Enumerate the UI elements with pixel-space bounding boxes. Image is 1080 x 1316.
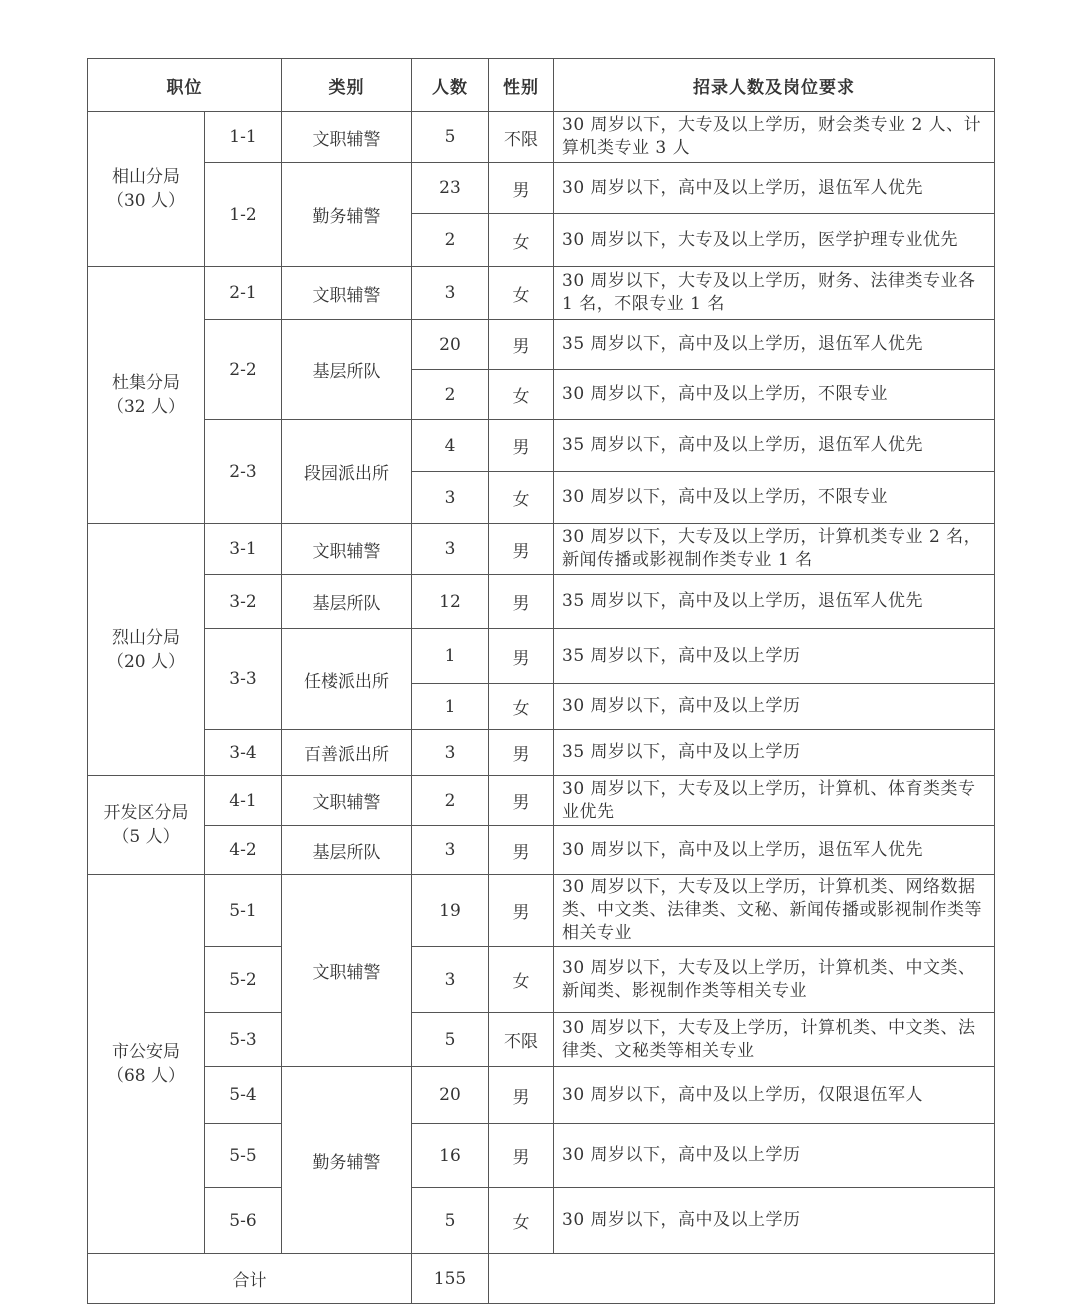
- gender-cell: 男: [489, 163, 554, 214]
- table-row: [88, 267, 995, 320]
- position-code: 5-5: [205, 1124, 282, 1188]
- gender-cell: 女: [489, 214, 554, 267]
- gender-cell: 不限: [489, 112, 554, 163]
- requirements-cell: 30 周岁以下，高中及以上学历: [554, 1124, 995, 1188]
- requirements-cell: 35 周岁以下，高中及以上学历，退伍军人优先: [554, 320, 995, 370]
- table-row: [88, 875, 995, 947]
- category-cell: 百善派出所: [282, 730, 412, 776]
- category-cell: 基层所队: [282, 320, 412, 420]
- table-row: [88, 575, 995, 629]
- unit-count: （32 人）: [106, 397, 186, 417]
- unit-name: 杜集分局: [112, 373, 180, 393]
- requirements-cell: 30 周岁以下，高中及以上学历，不限专业: [554, 370, 995, 420]
- requirements-cell: 30 周岁以下，大专及以上学历，计算机类、中文类、新闻类、影视制作类等相关专业: [554, 947, 995, 1013]
- table-row: [88, 1067, 995, 1124]
- gender-cell: 男: [489, 320, 554, 370]
- position-code: 2-1: [205, 267, 282, 320]
- position-code: 3-3: [205, 629, 282, 730]
- count-cell: 3: [412, 947, 489, 1013]
- unit-name: 相山分局: [112, 167, 180, 187]
- table-row: [88, 1124, 995, 1188]
- category-cell: 文职辅警: [282, 776, 412, 826]
- position-code: 5-6: [205, 1188, 282, 1254]
- requirements-cell: 30 周岁以下，高中及以上学历，仅限退伍军人: [554, 1067, 995, 1124]
- header-gender: 性别: [489, 59, 554, 112]
- table-row: [88, 320, 995, 370]
- position-code: 4-1: [205, 776, 282, 826]
- position-code: 1-1: [205, 112, 282, 163]
- total-label: 合计: [88, 1254, 412, 1304]
- count-cell: 3: [412, 524, 489, 575]
- table-row: [88, 730, 995, 776]
- count-cell: 1: [412, 629, 489, 684]
- requirements-cell: 30 周岁以下，高中及以上学历，不限专业: [554, 472, 995, 524]
- gender-cell: 女: [489, 947, 554, 1013]
- requirements-cell: 35 周岁以下，高中及以上学历，退伍军人优先: [554, 575, 995, 629]
- requirements-cell: 35 周岁以下，高中及以上学历，退伍军人优先: [554, 420, 995, 472]
- requirements-cell: 30 周岁以下，高中及以上学历，退伍军人优先: [554, 826, 995, 875]
- gender-cell: 男: [489, 826, 554, 875]
- position-code: 3-2: [205, 575, 282, 629]
- table-row: [88, 826, 995, 875]
- gender-cell: 男: [489, 575, 554, 629]
- table-row: [88, 629, 995, 684]
- total-value: 155: [412, 1254, 489, 1304]
- position-code: 2-3: [205, 420, 282, 524]
- gender-cell: 男: [489, 629, 554, 684]
- header-row: [88, 59, 995, 112]
- gender-cell: 女: [489, 370, 554, 420]
- requirements-cell: 30 周岁以下，大专及以上学历，计算机类专业 2 名，新闻传播或影视制作类专业 1 名: [554, 524, 995, 575]
- count-cell: 3: [412, 472, 489, 524]
- table-row: [88, 524, 995, 575]
- count-cell: 20: [412, 1067, 489, 1124]
- requirements-cell: 35 周岁以下，高中及以上学历: [554, 730, 995, 776]
- unit-name: 烈山分局: [112, 627, 180, 648]
- position-code: 3-1: [205, 524, 282, 575]
- gender-cell: 女: [489, 1188, 554, 1254]
- count-cell: 3: [412, 730, 489, 776]
- total-empty-cell: [489, 1254, 995, 1304]
- unit-cell: [88, 776, 205, 875]
- table-row: [88, 776, 995, 826]
- requirements-cell: 30 周岁以下，大专及以上学历，医学护理专业优先: [554, 214, 995, 267]
- unit-cell: [88, 267, 205, 524]
- gender-cell: 女: [489, 472, 554, 524]
- total-row: [88, 1254, 995, 1304]
- position-code: 5-1: [205, 875, 282, 947]
- requirements-cell: 30 周岁以下，高中及以上学历: [554, 684, 995, 730]
- header-requirements: 招录人数及岗位要求: [554, 59, 995, 112]
- requirements-cell: 30 周岁以下，大专及以上学历，计算机类、网络数据类、中文类、法律类、文秘、新闻传播或影视制作类等相关专业: [554, 875, 995, 947]
- header-category: 类别: [282, 59, 412, 112]
- position-code: 4-2: [205, 826, 282, 875]
- category-cell: 文职辅警: [282, 112, 412, 163]
- count-cell: 12: [412, 575, 489, 629]
- requirements-cell: 30 周岁以下，大专及以上学历，财会类专业 2 人、计算机类专业 3 人: [554, 112, 995, 163]
- table-row: [88, 947, 995, 1013]
- gender-cell: 男: [489, 730, 554, 776]
- gender-cell: 男: [489, 1124, 554, 1188]
- count-cell: 2: [412, 776, 489, 826]
- count-cell: 19: [412, 875, 489, 947]
- category-cell: 文职辅警: [282, 875, 412, 1067]
- unit-name: 开发区分局: [103, 803, 189, 823]
- category-cell: 基层所队: [282, 826, 412, 875]
- count-cell: 23: [412, 163, 489, 214]
- count-cell: 2: [412, 370, 489, 420]
- category-cell: 任楼派出所: [282, 629, 412, 730]
- position-code: 5-4: [205, 1067, 282, 1124]
- count-cell: 5: [412, 1013, 489, 1067]
- requirements-cell: 30 周岁以下，大专及上学历，计算机类、中文类、法律类、文秘类等相关专业: [554, 1013, 995, 1067]
- category-cell: 勤务辅警: [282, 163, 412, 267]
- position-code: 5-2: [205, 947, 282, 1013]
- count-cell: 20: [412, 320, 489, 370]
- gender-cell: 女: [489, 684, 554, 730]
- category-cell: 勤务辅警: [282, 1067, 412, 1254]
- count-cell: 3: [412, 826, 489, 875]
- requirements-cell: 30 周岁以下，大专及以上学历，计算机、体育类类专业优先: [554, 776, 995, 826]
- unit-cell: [88, 875, 205, 1254]
- position-code: 3-4: [205, 730, 282, 776]
- table-row: [88, 420, 995, 472]
- gender-cell: 不限: [489, 1013, 554, 1067]
- gender-cell: 男: [489, 1067, 554, 1124]
- position-code: 5-3: [205, 1013, 282, 1067]
- gender-cell: 男: [489, 776, 554, 826]
- count-cell: 3: [412, 267, 489, 320]
- category-cell: 段园派出所: [282, 420, 412, 524]
- gender-cell: 男: [489, 420, 554, 472]
- table-row: [88, 163, 995, 214]
- requirements-cell: 30 周岁以下，高中及以上学历，退伍军人优先: [554, 163, 995, 214]
- gender-cell: 男: [489, 524, 554, 575]
- recruitment-table: [87, 58, 995, 1304]
- unit-cell: [88, 524, 205, 776]
- header-position: 职位: [88, 59, 282, 112]
- count-cell: 2: [412, 214, 489, 267]
- table-row: [88, 1188, 995, 1254]
- count-cell: 1: [412, 684, 489, 730]
- requirements-cell: 30 周岁以下，大专及以上学历，财务、法律类专业各 1 名，不限专业 1 名: [554, 267, 995, 320]
- unit-count: （68 人）: [106, 1066, 186, 1086]
- count-cell: 4: [412, 420, 489, 472]
- unit-name: 市公安局: [112, 1042, 180, 1062]
- count-cell: 5: [412, 1188, 489, 1254]
- header-count: 人数: [412, 59, 489, 112]
- requirements-cell: 30 周岁以下，高中及以上学历: [554, 1188, 995, 1254]
- category-cell: 文职辅警: [282, 524, 412, 575]
- unit-count: （20 人）: [106, 651, 186, 672]
- gender-cell: 男: [489, 875, 554, 947]
- position-code: 1-2: [205, 163, 282, 267]
- table-row: [88, 1013, 995, 1067]
- unit-count: （5 人）: [112, 827, 180, 847]
- unit-cell: [88, 112, 205, 267]
- category-cell: 文职辅警: [282, 267, 412, 320]
- position-code: 2-2: [205, 320, 282, 420]
- requirements-cell: 35 周岁以下，高中及以上学历: [554, 629, 995, 684]
- category-cell: 基层所队: [282, 575, 412, 629]
- count-cell: 16: [412, 1124, 489, 1188]
- count-cell: 5: [412, 112, 489, 163]
- unit-count: （30 人）: [106, 191, 186, 211]
- table-row: [88, 112, 995, 163]
- gender-cell: 女: [489, 267, 554, 320]
